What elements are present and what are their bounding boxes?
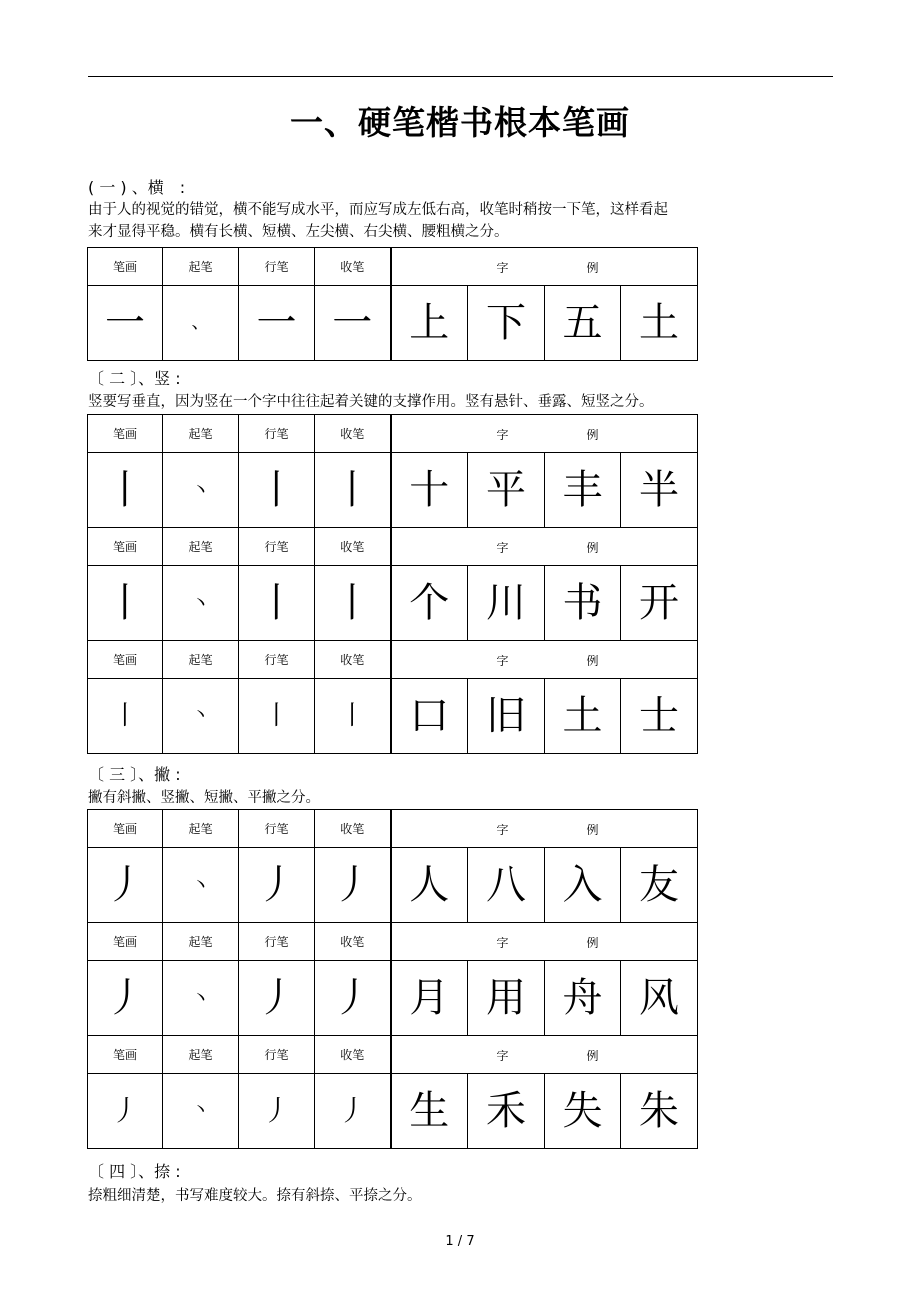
- top-rule: [88, 76, 833, 77]
- header-example-2: 例: [586, 428, 599, 442]
- table-example-row: [88, 848, 698, 923]
- section-text-na: [88, 1185, 833, 1207]
- stroke-middle: 丨: [239, 566, 315, 641]
- table-example-row: [88, 1074, 698, 1149]
- example-char: 川: [468, 566, 545, 641]
- header-examples: [391, 415, 698, 453]
- header-example-2: 例: [586, 261, 599, 275]
- header-example-2: 例: [586, 541, 599, 555]
- header-examples: [391, 641, 698, 679]
- section-text-pie: [88, 787, 833, 809]
- header-example-1: 字: [496, 654, 509, 668]
- table-header-row: [88, 923, 698, 961]
- example-char: 入: [545, 848, 621, 923]
- header-stroke: 笔画: [88, 415, 163, 453]
- example-char: 五: [545, 286, 621, 361]
- table-example-row: [88, 961, 698, 1036]
- stroke-middle: 丨: [239, 453, 315, 528]
- header-middle: 行笔: [239, 415, 315, 453]
- header-middle: 行笔: [239, 641, 315, 679]
- example-char: 十: [391, 453, 468, 528]
- stroke-end: 一: [315, 286, 391, 361]
- example-char: 人: [391, 848, 468, 923]
- example-char: 半: [621, 453, 698, 528]
- header-start: 起笔: [163, 415, 239, 453]
- table-header-row: [88, 641, 698, 679]
- table-example-row: [88, 679, 698, 754]
- example-char: 生: [391, 1074, 468, 1149]
- header-example-1: 字: [496, 261, 509, 275]
- header-example-2: 例: [586, 936, 599, 950]
- table-header-row: [88, 1036, 698, 1074]
- stroke-end: 丨: [315, 679, 391, 754]
- example-char: 书: [545, 566, 621, 641]
- header-start: 起笔: [163, 1036, 239, 1074]
- stroke-table-shu: [87, 414, 698, 754]
- header-end: 收笔: [315, 528, 391, 566]
- stroke-full: 丿: [88, 961, 163, 1036]
- stroke-full: 丿: [88, 848, 163, 923]
- example-char: 风: [621, 961, 698, 1036]
- example-char: 上: [391, 286, 468, 361]
- header-example-2: 例: [586, 823, 599, 837]
- text-line: 撇有斜撇、竖撇、短撇、平撇之分。: [88, 790, 320, 806]
- example-char: 朱: [621, 1074, 698, 1149]
- stroke-middle: 丿: [239, 961, 315, 1036]
- example-char: 旧: [468, 679, 545, 754]
- stroke-start: 丶: [163, 453, 239, 528]
- stroke-start: 丶: [163, 566, 239, 641]
- stroke-end: 丨: [315, 566, 391, 641]
- stroke-full: 丿: [88, 1074, 163, 1149]
- example-char: 八: [468, 848, 545, 923]
- stroke-full: 丨: [88, 679, 163, 754]
- section-text-shu: [88, 391, 833, 413]
- stroke-middle: 一: [239, 286, 315, 361]
- example-char: 友: [621, 848, 698, 923]
- header-start: 起笔: [163, 810, 239, 848]
- table-header-row: [88, 528, 698, 566]
- header-stroke: 笔画: [88, 641, 163, 679]
- stroke-start: 丶: [163, 1074, 239, 1149]
- header-stroke: 笔画: [88, 810, 163, 848]
- table-header-row: [88, 810, 698, 848]
- header-examples: [391, 810, 698, 848]
- header-stroke: 笔画: [88, 1036, 163, 1074]
- table-header-row: [88, 415, 698, 453]
- header-examples: [391, 923, 698, 961]
- header-examples: [391, 528, 698, 566]
- example-char: 士: [621, 679, 698, 754]
- header-end: 收笔: [315, 641, 391, 679]
- stroke-table-pie: [87, 809, 698, 1149]
- header-middle: 行笔: [239, 810, 315, 848]
- header-start: 起笔: [163, 923, 239, 961]
- stroke-middle: 丿: [239, 1074, 315, 1149]
- table-example-row: [88, 286, 698, 361]
- table-example-row: [88, 453, 698, 528]
- stroke-end: 丿: [315, 961, 391, 1036]
- stroke-middle: 丿: [239, 848, 315, 923]
- example-char: 失: [545, 1074, 621, 1149]
- example-char: 舟: [545, 961, 621, 1036]
- example-char: 平: [468, 453, 545, 528]
- header-start: 起笔: [163, 528, 239, 566]
- header-example-1: 字: [496, 1049, 509, 1063]
- stroke-start: 、: [163, 286, 239, 361]
- text-line: 捺粗细清楚，书写难度较大。捺有斜捺、平捺之分。: [88, 1188, 422, 1204]
- header-examples: [391, 1036, 698, 1074]
- header-end: 收笔: [315, 1036, 391, 1074]
- header-start: 起笔: [163, 248, 239, 286]
- header-example-1: 字: [496, 823, 509, 837]
- table-header-row: [88, 248, 698, 286]
- text-line: 由于人的视觉的错觉，横不能写成水平，而应写成左低右高，收笔时稍按一下笔，这样看起: [88, 202, 668, 218]
- section-text-heng: [88, 199, 833, 243]
- page-number: 1 / 7: [445, 1234, 475, 1249]
- header-end: 收笔: [315, 810, 391, 848]
- stroke-full: 丨: [88, 566, 163, 641]
- stroke-start: 丶: [163, 848, 239, 923]
- example-char: 土: [545, 679, 621, 754]
- header-end: 收笔: [315, 248, 391, 286]
- stroke-end: 丨: [315, 453, 391, 528]
- header-middle: 行笔: [239, 923, 315, 961]
- stroke-end: 丿: [315, 848, 391, 923]
- example-char: 个: [391, 566, 468, 641]
- header-end: 收笔: [315, 415, 391, 453]
- text-line: 竖要写垂直，因为竖在一个字中往往起着关键的支撑作用。竖有悬针、垂露、短竖之分。: [88, 394, 654, 410]
- example-char: 月: [391, 961, 468, 1036]
- example-char: 下: [468, 286, 545, 361]
- stroke-start: 丶: [163, 679, 239, 754]
- header-example-1: 字: [496, 936, 509, 950]
- stroke-middle: 丨: [239, 679, 315, 754]
- header-example-1: 字: [496, 541, 509, 555]
- example-char: 用: [468, 961, 545, 1036]
- stroke-end: 丿: [315, 1074, 391, 1149]
- header-stroke: 笔画: [88, 923, 163, 961]
- example-char: 开: [621, 566, 698, 641]
- section-heading-pie: 〔 三 〕、撇 :: [88, 765, 181, 784]
- stroke-table-heng: [87, 247, 698, 361]
- example-char: 口: [391, 679, 468, 754]
- header-middle: 行笔: [239, 528, 315, 566]
- header-middle: 行笔: [239, 1036, 315, 1074]
- header-examples: [391, 248, 698, 286]
- header-example-2: 例: [586, 654, 599, 668]
- table-example-row: [88, 566, 698, 641]
- header-example-2: 例: [586, 1049, 599, 1063]
- header-stroke: 笔画: [88, 248, 163, 286]
- header-stroke: 笔画: [88, 528, 163, 566]
- header-middle: 行笔: [239, 248, 315, 286]
- section-heading-shu: 〔 二 〕、竖 :: [88, 369, 181, 388]
- header-start: 起笔: [163, 641, 239, 679]
- example-char: 禾: [468, 1074, 545, 1149]
- example-char: 丰: [545, 453, 621, 528]
- header-end: 收笔: [315, 923, 391, 961]
- stroke-full: 丨: [88, 453, 163, 528]
- section-heading-heng: ( 一 ) 、横 :: [88, 178, 186, 197]
- stroke-full: 一: [88, 286, 163, 361]
- page-title: 一、硬笔楷书根本笔画: [290, 103, 630, 142]
- example-char: 土: [621, 286, 698, 361]
- stroke-start: 丶: [163, 961, 239, 1036]
- header-example-1: 字: [496, 428, 509, 442]
- text-line: 来才显得平稳。横有长横、短横、左尖横、右尖横、腰粗横之分。: [88, 224, 509, 240]
- section-heading-na: 〔 四 〕、捺 :: [88, 1162, 181, 1181]
